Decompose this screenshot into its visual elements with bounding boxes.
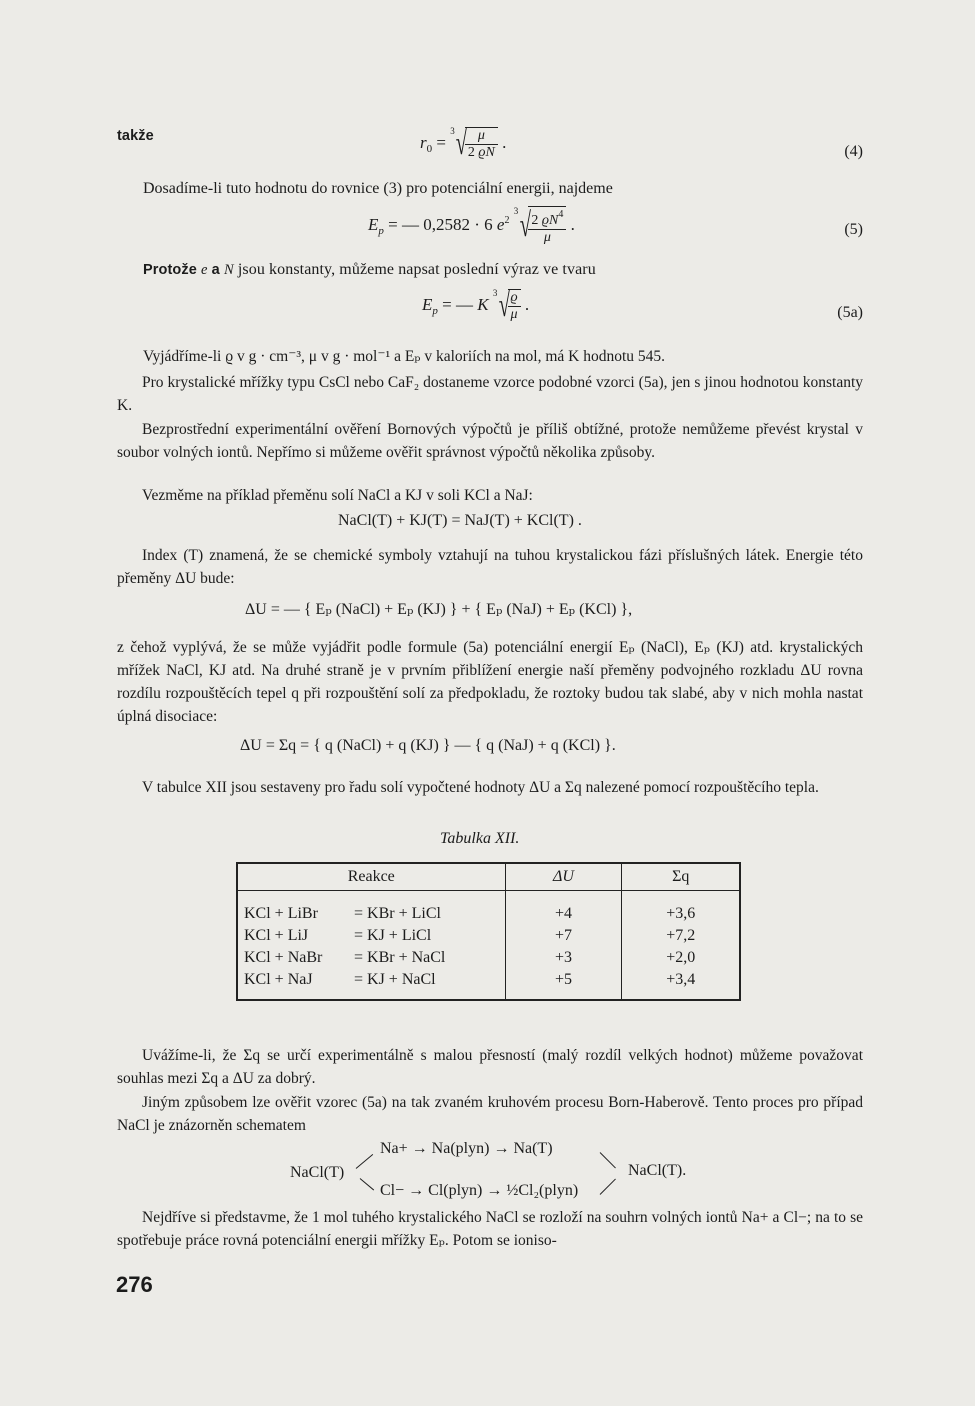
paragraph-text3: Vyjádříme-li ϱ v g · cm⁻³, μ v g · mol⁻¹ a Eₚ v kaloriích na mol, má K hodnotu 545. xyxy=(143,348,666,365)
table-caption: Tabulka XII. xyxy=(440,830,520,847)
paragraph-text10: Uvážíme-li, že Σq se určí experimentálně s malou přesností (malý rozdíl velkých hodnot) můžeme považovat souhlas mezi Σq a ΔU za dobrý. xyxy=(117,1047,863,1087)
arrow-up-right xyxy=(600,1179,616,1195)
arrow-down-left xyxy=(360,1178,374,1190)
intro-word: takže xyxy=(117,128,154,144)
products: = KJ + NaCl xyxy=(354,971,436,988)
scheme-top: Na+ → Na(plyn) → Na(T) xyxy=(380,1140,553,1157)
sum-q-value: +3,6 xyxy=(622,903,740,925)
sum-q-value: +2,0 xyxy=(622,947,740,969)
paragraph-text8: z čehož vyplývá, že se může vyjádřit podle formule (5a) potenciální energií Eₚ (NaCl), Eₚ (KJ) atd. krystalických mřížek NaCl, KJ atd. Na druhé straně je v prvním přiblížení energie naší přeměny podvojného rozkladu ΔU rovna rozdílu rozpouštěcích tepel q při rozpouštění solí za předpokladu, že roztoky budou tak slabé, aby v nich mohla nastat úplná disociace: xyxy=(117,639,863,725)
equation-5: $E_p$ = — 0,2582 · 6 $e^2$ 3 √ $\frac{2 ϱN^4}{\mu}$ . xyxy=(368,206,575,245)
sum-q-value: +3,4 xyxy=(622,969,740,1000)
sum-q-value: +7,2 xyxy=(622,925,740,947)
equation-5a-number: (5a) xyxy=(837,304,863,321)
equation-4-number: (4) xyxy=(844,143,863,160)
table-row xyxy=(237,947,740,969)
delta-u-value: +5 xyxy=(505,969,622,1000)
table-row xyxy=(237,969,740,1000)
paragraph-text1: Dosadíme-li tuto hodnotu do rovnice (3) pro potenciální energii, najdeme xyxy=(143,180,613,197)
arrow-up-left xyxy=(356,1154,373,1169)
delta-u-value: +7 xyxy=(505,925,622,947)
scheme-left: NaCl(T) xyxy=(290,1164,345,1181)
equation-4: $r_0$ = 3 √ $\frac{\mu}{2 ϱN}$ . xyxy=(420,125,507,162)
paragraph-text2: Protože e a N jsou konstanty, můžeme napsat poslední výraz ve tvaru xyxy=(143,261,596,278)
equation-5a: $E_p$ = — K 3 √ $\frac{ϱ}{\mu}$ . xyxy=(422,287,530,324)
paragraph-text11: Jiným způsobem lze ověřit vzorec (5a) na tak zvaném kruhovém procesu Born-Haberově. Tento proces pro případ NaCl je znázorněn schematem xyxy=(117,1094,863,1134)
page-number: 276 xyxy=(116,1272,153,1297)
data-table xyxy=(236,862,741,1001)
delta-u-equation: ΔU = — { Eₚ (NaCl) + Eₚ (KJ) } + { Eₚ (NaJ) + Eₚ (KCl) }, xyxy=(245,601,633,618)
paragraph-text9: V tabulce XII jsou sestaveny pro řadu solí vypočtené hodnoty ΔU a Σq nalezené pomocí rozpouštěcího tepla. xyxy=(142,779,819,796)
reactants: KCl + LiBr xyxy=(244,905,318,922)
paragraph-text12: Nejdříve si představme, že 1 mol tuhého krystalického NaCl se rozloží na souhrn volných iontů Na+ a Cl−; na to se spotřebuje práce rovná potenciální energii mřížky Eₚ. Potom se ioniso- xyxy=(117,1209,863,1249)
reactants: KCl + NaBr xyxy=(244,949,323,966)
products: = KJ + LiCl xyxy=(354,927,432,944)
reactants: KCl + NaJ xyxy=(244,971,313,988)
products: = KBr + LiCl xyxy=(354,905,441,922)
equation-5-number: (5) xyxy=(844,221,863,238)
header-sum-q: Σq xyxy=(622,863,740,891)
table-row xyxy=(237,903,740,925)
products: = KBr + NaCl xyxy=(354,949,446,966)
delta-u-value: +3 xyxy=(505,947,622,969)
header-delta-u: ΔU xyxy=(505,863,622,891)
paragraph-text7: Index (T) znamená, že se chemické symboly vztahují na tuhou krystalickou fázi příslušných látek. Energie této přeměny ΔU bude: xyxy=(117,547,863,587)
delta-u-value: +4 xyxy=(505,903,622,925)
table-header-row xyxy=(237,863,740,891)
arrow-down-right xyxy=(600,1152,616,1168)
header-reaction: Reakce xyxy=(237,863,505,891)
paragraph-text5: Bezprostřední experimentální ověření Bornových výpočtů je příliš obtížné, protože nemůžeme převést krystal v soubor volných iontů. Nepřímo si můžeme ověřit správnost výpočtů několika způsoby. xyxy=(117,421,863,461)
q-equation: ΔU = Σq = { q (NaCl) + q (KJ) } — { q (NaJ) + q (KCl) }. xyxy=(240,737,616,754)
reaction-equation: NaCl(T) + KJ(T) = NaJ(T) + KCl(T) . xyxy=(338,512,582,529)
paragraph-text4: Pro krystalické mřížky typu CsCl nebo CaF₂ dostaneme vzorce podobné vzorci (5a), jen s jinou hodnotou konstanty K. xyxy=(117,374,863,414)
paragraph-text6: Vezměme na příklad přeměnu solí NaCl a KJ v soli KCl a NaJ: xyxy=(142,487,533,504)
table-row xyxy=(237,925,740,947)
reactants: KCl + LiJ xyxy=(244,927,309,944)
scheme-bottom: Cl− → Cl(plyn) → ½Cl₂(plyn) xyxy=(380,1182,579,1199)
scheme-right: NaCl(T). xyxy=(628,1162,687,1179)
